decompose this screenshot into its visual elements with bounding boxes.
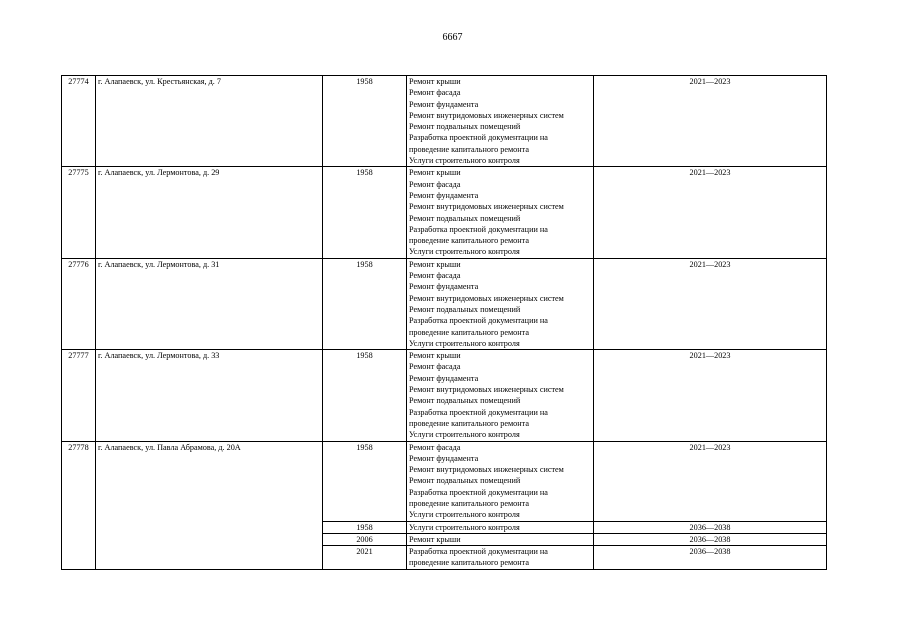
- work-item: проведение капитального ремонта: [409, 558, 529, 568]
- registry-table: [61, 75, 827, 570]
- work-item: Услуги строительного контроля: [409, 510, 520, 520]
- work-item: проведение капитального ремонта: [409, 327, 529, 337]
- work-item: Разработка проектной документации на: [409, 224, 548, 234]
- row-year: 1958: [323, 441, 407, 521]
- work-item: Услуги строительного контроля: [409, 338, 520, 348]
- row-period: 2021—2023: [594, 76, 827, 167]
- row-number: 27777: [62, 350, 96, 441]
- row-year: 1958: [323, 167, 407, 258]
- work-item: Услуги строительного контроля: [409, 247, 520, 257]
- work-item: Ремонт фасада: [409, 88, 461, 98]
- row-year: 1958: [323, 521, 407, 533]
- row-works: [407, 258, 594, 349]
- work-item: Ремонт внутридомовых инженерных систем: [409, 110, 564, 120]
- work-item: Ремонт подвальных помещений: [409, 213, 521, 223]
- work-item: проведение капитального ремонта: [409, 144, 529, 154]
- row-address: г. Алапаевск, ул. Лермонтова, д. 31: [96, 258, 323, 349]
- row-works: [407, 441, 594, 521]
- row-works: [407, 76, 594, 167]
- table-row: [62, 167, 827, 258]
- work-item: Ремонт крыши: [409, 259, 461, 269]
- work-item: Ремонт крыши: [409, 77, 461, 86]
- row-period: 2021—2023: [594, 350, 827, 441]
- work-item: Ремонт фундамента: [409, 190, 479, 200]
- row-works: [407, 350, 594, 441]
- row-works: [407, 546, 594, 570]
- row-number: 27778: [62, 441, 96, 569]
- row-address: г. Алапаевск, ул. Павла Абрамова, д. 20А: [96, 441, 323, 569]
- row-works: [407, 167, 594, 258]
- row-period: 2036—2038: [594, 521, 827, 533]
- row-period: 2021—2023: [594, 258, 827, 349]
- work-item: Ремонт подвальных помещений: [409, 476, 521, 486]
- row-works: [407, 533, 594, 545]
- row-period: 2036—2038: [594, 546, 827, 570]
- work-item: Ремонт крыши: [409, 351, 461, 361]
- work-item: Ремонт фасада: [409, 179, 461, 189]
- row-period: 2021—2023: [594, 441, 827, 521]
- work-item: Разработка проектной документации на: [409, 547, 548, 557]
- row-address: г. Алапаевск, ул. Лермонтова, д. 29: [96, 167, 323, 258]
- table-row: [62, 258, 827, 349]
- work-item: проведение капитального ремонта: [409, 418, 529, 428]
- work-item: Ремонт фундамента: [409, 373, 479, 383]
- work-item: Ремонт фасада: [409, 362, 461, 372]
- row-period: 2036—2038: [594, 533, 827, 545]
- work-item: Ремонт фундамента: [409, 282, 479, 292]
- row-year: 2006: [323, 533, 407, 545]
- work-item: Услуги строительного контроля: [409, 156, 520, 166]
- work-item: Ремонт внутридомовых инженерных систем: [409, 293, 564, 303]
- table-row: [62, 350, 827, 441]
- row-year: 1958: [323, 258, 407, 349]
- row-year: 1958: [323, 76, 407, 167]
- work-item: Ремонт внутридомовых инженерных систем: [409, 465, 564, 475]
- row-period: 2021—2023: [594, 167, 827, 258]
- row-number: 27776: [62, 258, 96, 349]
- row-works: [407, 521, 594, 533]
- work-item: Разработка проектной документации на: [409, 133, 548, 143]
- work-item: Разработка проектной документации на: [409, 407, 548, 417]
- work-item: Разработка проектной документации на: [409, 487, 548, 497]
- work-item: Ремонт фасада: [409, 442, 461, 452]
- work-item: Ремонт крыши: [409, 168, 461, 178]
- work-item: Услуги строительного контроля: [409, 522, 520, 532]
- work-item: Ремонт подвальных помещений: [409, 304, 521, 314]
- work-item: Ремонт подвальных помещений: [409, 122, 521, 132]
- row-year: 1958: [323, 350, 407, 441]
- work-item: проведение капитального ремонта: [409, 498, 529, 508]
- work-item: Ремонт внутридомовых инженерных систем: [409, 385, 564, 395]
- page-number: 6667: [442, 32, 463, 43]
- work-item: Разработка проектной документации на: [409, 316, 548, 326]
- row-address: г. Алапаевск, ул. Крестьянская, д. 7: [96, 76, 323, 167]
- work-item: Услуги строительного контроля: [409, 430, 520, 440]
- row-address: г. Алапаевск, ул. Лермонтова, д. 33: [96, 350, 323, 441]
- work-item: Ремонт крыши: [409, 534, 461, 544]
- row-number: 27774: [62, 76, 96, 167]
- row-year: 2021: [323, 546, 407, 570]
- work-item: Ремонт внутридомовых инженерных систем: [409, 202, 564, 212]
- table-row: [62, 76, 827, 167]
- row-number: 27775: [62, 167, 96, 258]
- table-row: [62, 441, 827, 521]
- work-item: Ремонт фундамента: [409, 453, 479, 463]
- work-item: проведение капитального ремонта: [409, 236, 529, 246]
- work-item: Ремонт подвальных помещений: [409, 396, 521, 406]
- work-item: Ремонт фасада: [409, 271, 461, 281]
- work-item: Ремонт фундамента: [409, 99, 479, 109]
